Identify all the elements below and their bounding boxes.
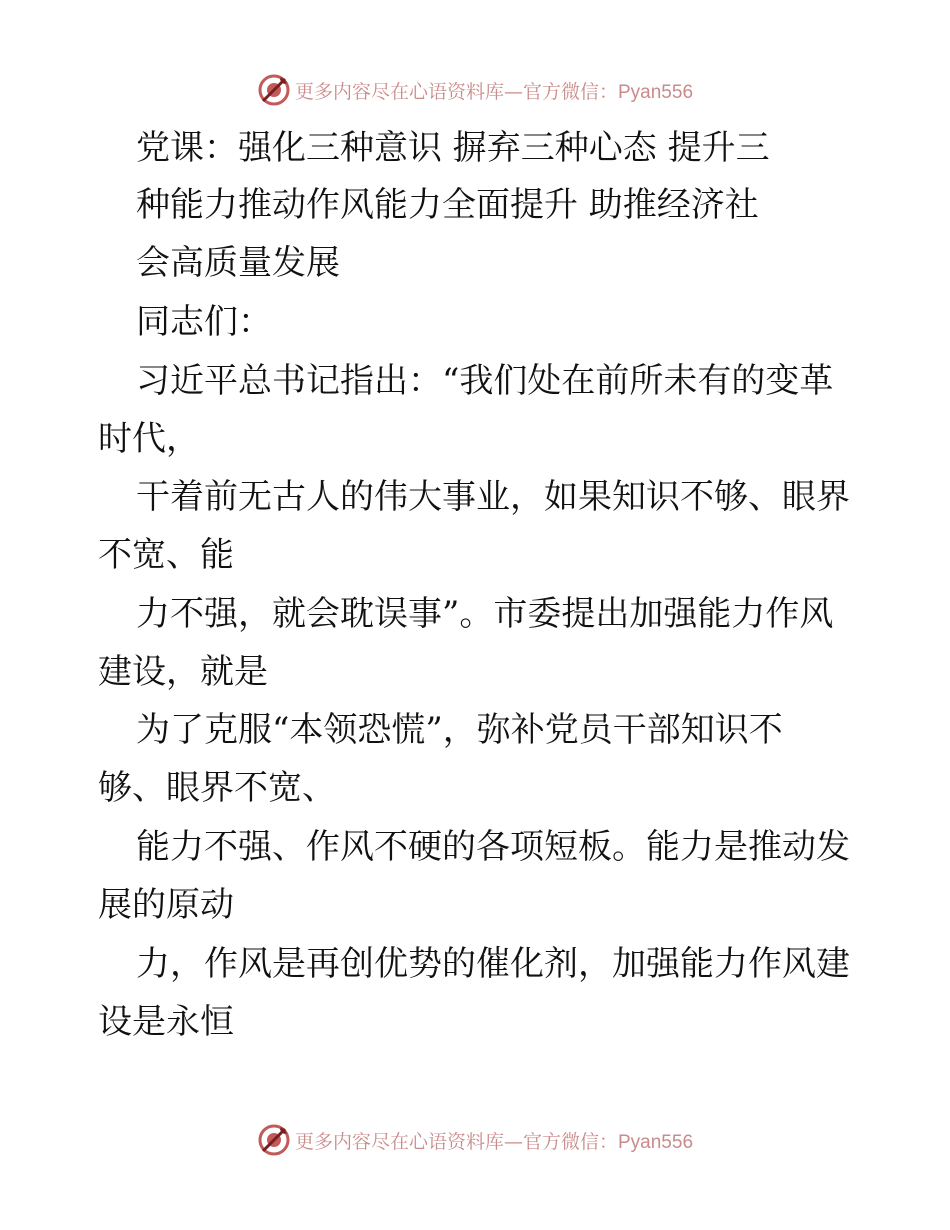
paragraph-line: 力，作风是再创优势的催化剂，加强能力作风建 [136,944,850,984]
paragraph-line: 习近平总书记指出：“我们处在前所未有的变革 [136,361,834,401]
title-line-1: 党课：强化三种意识 摒弃三种心态 提升三 [136,128,770,168]
header-watermark-id: Pyan556 [618,81,694,103]
paragraph-line: 能力不强、作风不硬的各项短板。能力是推动发 [136,827,850,867]
paragraph-line: 设是永恒 [98,1002,234,1042]
title-line-3: 会高质量发展 [136,243,340,283]
paragraph-line: 建设，就是 [98,652,268,692]
header-watermark-text: 更多内容尽在心语资料库—官方微信：Pyan556 [294,80,694,103]
paragraph-line: 为了克服“本领恐慌”，弥补党员干部知识不 [136,710,783,750]
brand-logo-icon [257,1123,291,1157]
header-watermark-banner [0,70,950,110]
paragraph-line: 展的原动 [98,885,234,925]
paragraph-line: 不宽、能 [98,535,234,575]
paragraph-line: 够、眼界不宽、 [98,768,336,808]
title-line-2: 种能力推动作风能力全面提升 助推经济社 [136,185,759,225]
brand-logo-icon [257,73,291,107]
footer-watermark-banner [0,1120,950,1160]
salutation: 同志们： [136,302,272,342]
paragraph-line: 时代， [98,419,200,459]
paragraph-line: 干着前无古人的伟大事业，如果知识不够、眼界 [136,477,850,517]
paragraph-line: 力不强，就会耽误事”。市委提出加强能力作风 [136,594,834,634]
footer-watermark-id: Pyan556 [618,1131,694,1153]
footer-watermark-text: 更多内容尽在心语资料库—官方微信：Pyan556 [294,1130,694,1153]
